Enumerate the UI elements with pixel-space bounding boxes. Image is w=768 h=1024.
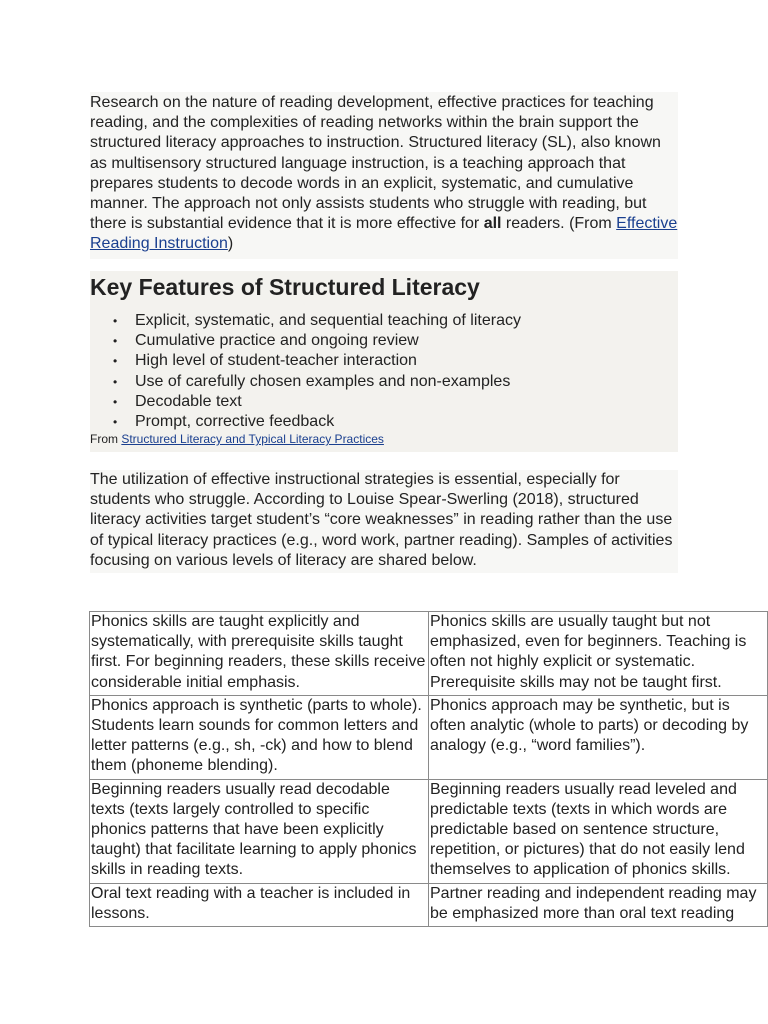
intro-section xyxy=(90,92,678,259)
features-source xyxy=(90,432,678,446)
list-item: • Explicit, systematic, and sequential teaching of literacy xyxy=(135,311,678,331)
source-prefix: From xyxy=(90,432,122,447)
table-cell-structured: Phonics approach is synthetic (parts to whole). Students learn sounds for common letters and letter patterns (e.g., sh, -ck) and how to blend them (phoneme blending). xyxy=(90,695,429,779)
strategies-section xyxy=(90,470,678,573)
table-cell-structured: Oral text reading with a teacher is included in lessons. xyxy=(90,883,429,926)
table-row xyxy=(90,612,768,696)
intro-text-mid: readers. (From xyxy=(501,215,617,233)
list-item: • Use of carefully chosen examples and non-examples xyxy=(135,372,678,392)
list-item: • Decodable text xyxy=(135,392,678,412)
table-cell-typical: Partner reading and independent reading may be emphasized more than oral text reading xyxy=(429,883,768,926)
list-item: • High level of student-teacher interaction xyxy=(135,351,678,371)
table-row xyxy=(90,695,768,779)
list-item: • Cumulative practice and ongoing review xyxy=(135,331,678,351)
table-row xyxy=(90,779,768,883)
table-row xyxy=(90,883,768,926)
table-cell-structured: Phonics skills are taught explicitly and systematically, with prerequisite skills taught first. For beginning readers, these skills receive considerable initial emphasis. xyxy=(90,612,429,696)
key-features-list xyxy=(90,311,678,432)
intro-paragraph xyxy=(90,93,678,255)
table-cell-typical: Phonics skills are usually taught but not emphasized, even for beginners. Teaching is often not highly explicit or systematic. Prerequisite skills may not be taught first. xyxy=(429,612,768,696)
table-cell-typical: Beginning readers usually read leveled and predictable texts (texts in which words are predictable based on sentence structure, repetition, or pictures) that do not easily lend themselves to application of phonics skills. xyxy=(429,779,768,883)
intro-bold-word: all xyxy=(483,215,502,233)
intro-text-after: ) xyxy=(227,235,234,253)
effective-reading-instruction-link[interactable]: Effective Reading Instruction xyxy=(90,215,678,253)
list-item: • Prompt, corrective feedback xyxy=(135,412,678,432)
table-cell-typical: Phonics approach may be synthetic, but is often analytic (whole to parts) or decoding by analogy (e.g., “word families”). xyxy=(429,695,768,779)
structured-literacy-source-link[interactable]: Structured Literacy and Typical Literacy Practices xyxy=(121,432,384,447)
intro-text: Research on the nature of reading development, effective practices for teaching reading, and the complexities of reading networks within the brain support the structured literacy approaches to instruction. Structured literacy (SL), also known as multisensory structured language instruction, is a teaching approach that prepares students to decode words in an explicit, systematic, and cumulative manner. The approach not only assists students who struggle with reading, but there is substantial evidence that it is more effective for xyxy=(90,94,661,233)
key-features-heading: Key Features of Structured Literacy xyxy=(90,274,480,300)
strategies-paragraph: The utilization of effective instructional strategies is essential, especially for students who struggle. According to Louise Spear-Swerling (2018), structured literacy activities target student’s “core weaknesses” in reading rather than the use of typical literacy practices (e.g., word work, partner reading). Samples of activities focusing on various levels of literacy are shared below. xyxy=(90,471,673,569)
key-features-section xyxy=(90,271,678,452)
literacy-comparison-table xyxy=(89,611,768,927)
table-cell-structured: Beginning readers usually read decodable texts (texts largely controlled to specific phonics patterns that have been explicitly taught) that facilitate learning to apply phonics skills in reading texts. xyxy=(90,779,429,883)
